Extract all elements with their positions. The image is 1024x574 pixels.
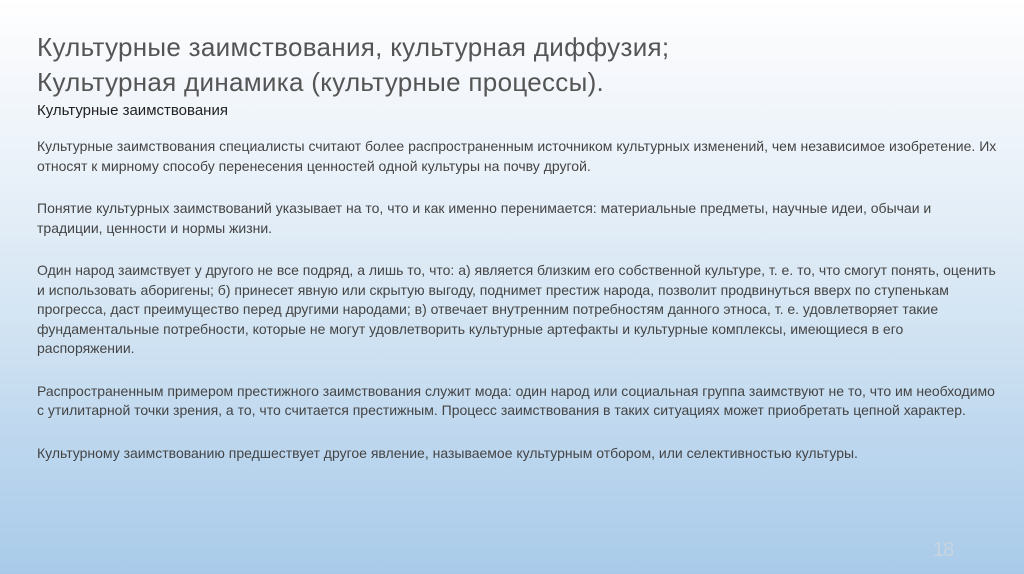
paragraph-4: Распространенным примером престижного заимствования служит мода: один народ или социальная группа заимствуют не то, что им необходимо с утилитарной точки зрения, а то, что считается престижным. Процесс заимствования в таких ситуациях может приобретать цепной характер. bbox=[37, 382, 995, 418]
paragraph-5: Культурному заимствованию предшествует другое явление, называемое культурным отбором, или селективностью культуры. bbox=[37, 444, 858, 461]
slide-title-line-1: Культурные заимствования, культурная диффузия; bbox=[37, 32, 670, 62]
paragraph-1: Культурные заимствования специалисты считают более распространенным источником культурных изменений, чем независимое изобретение. Их относят к мирному способу перенесения ценностей одной культуры на почву другой. bbox=[37, 138, 997, 174]
slide-body bbox=[37, 137, 997, 486]
slide-title bbox=[37, 30, 997, 100]
slide-title-line-2: Культурная динамика (культурные процессы). bbox=[37, 67, 605, 97]
page-number: 18 bbox=[933, 539, 954, 561]
section-heading: Культурные заимствования bbox=[37, 102, 228, 119]
paragraph-2: Понятие культурных заимствований указывает на то, что и как именно перенимается: материальные предметы, научные идеи, обычаи и традиции, ценности и нормы жизни. bbox=[37, 200, 932, 236]
paragraph-3: Один народ заимствует у другого не все подряд, а лишь то, что: а) является близким его собственной культуре, т. е. то, что смогут понять, оценить и использовать аборигены; б) принесет явную или скрытую выгоду, поднимет престиж народа, позволит продвинуться вверх по ступенькам прогресса, даст преимущество перед другими народами; в) отвечает внутренним потребностям данного этноса, т. е. удовлетворяет такие фундаментальные потребности, которые не могут удовлетворить культурные артефакты и культурные комплексы, имеющиеся в его распоряжении. bbox=[37, 262, 996, 356]
